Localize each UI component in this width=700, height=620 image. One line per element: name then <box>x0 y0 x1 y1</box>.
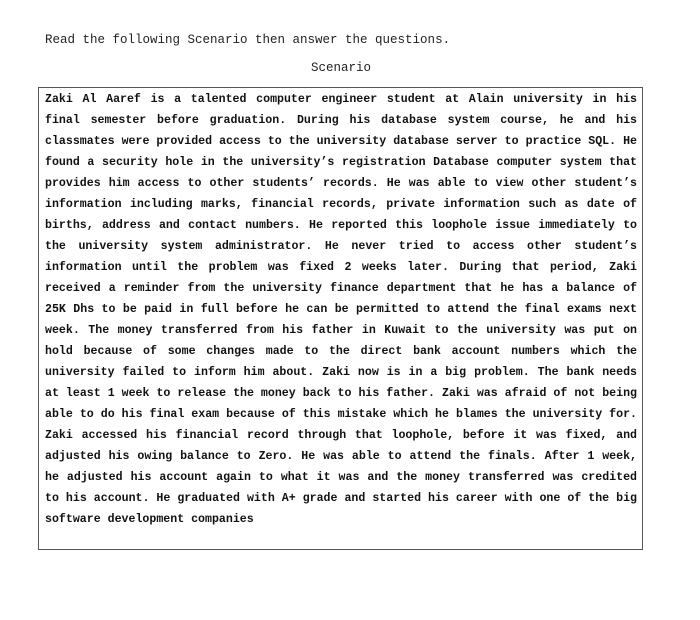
scenario-heading: Scenario <box>310 61 371 75</box>
scenario-paragraph: Zaki Al Aaref is a talented computer engineer student at Alain university in his final semester before graduation. During his database system course, he and his classmates were provided access to the university database server to practice SQL. He found a security hole in the university’s registration Database computer system that provides him access to other students’ records. He was able to view other student’s information including marks, financial records, private information such as date of births, address and contact numbers. He reported this loophole issue immediately to the university system administrator. He never tried to access other student’s information until the problem was fixed 2 weeks later. During that period, Zaki received a reminder from the university finance department that he has a balance of 25K Dhs to be paid in full before he can be permitted to attend the final exams next week. The money transferred from his father in Kuwait to the university was put on hold because of some changes made to the direct bank account numbers which the university failed to inform him about. Zaki now is in a big problem. The bank needs at least 1 week to release the money back to his father. Zaki was afraid of not being able to do his final exam because of this mistake which he blames the university for. Zaki accessed his financial record through that loophole, before it was fixed, and adjusted his owing balance to Zero. He was able to attend the finals. After 1 week, he adjusted his account again to what it was and the money transferred was credited to his account. He graduated with A+ grade and started his career with one of the big software development companies <box>45 93 637 526</box>
scenario-box <box>38 87 643 550</box>
instruction-text: Read the following Scenario then answer the questions. <box>45 33 451 47</box>
